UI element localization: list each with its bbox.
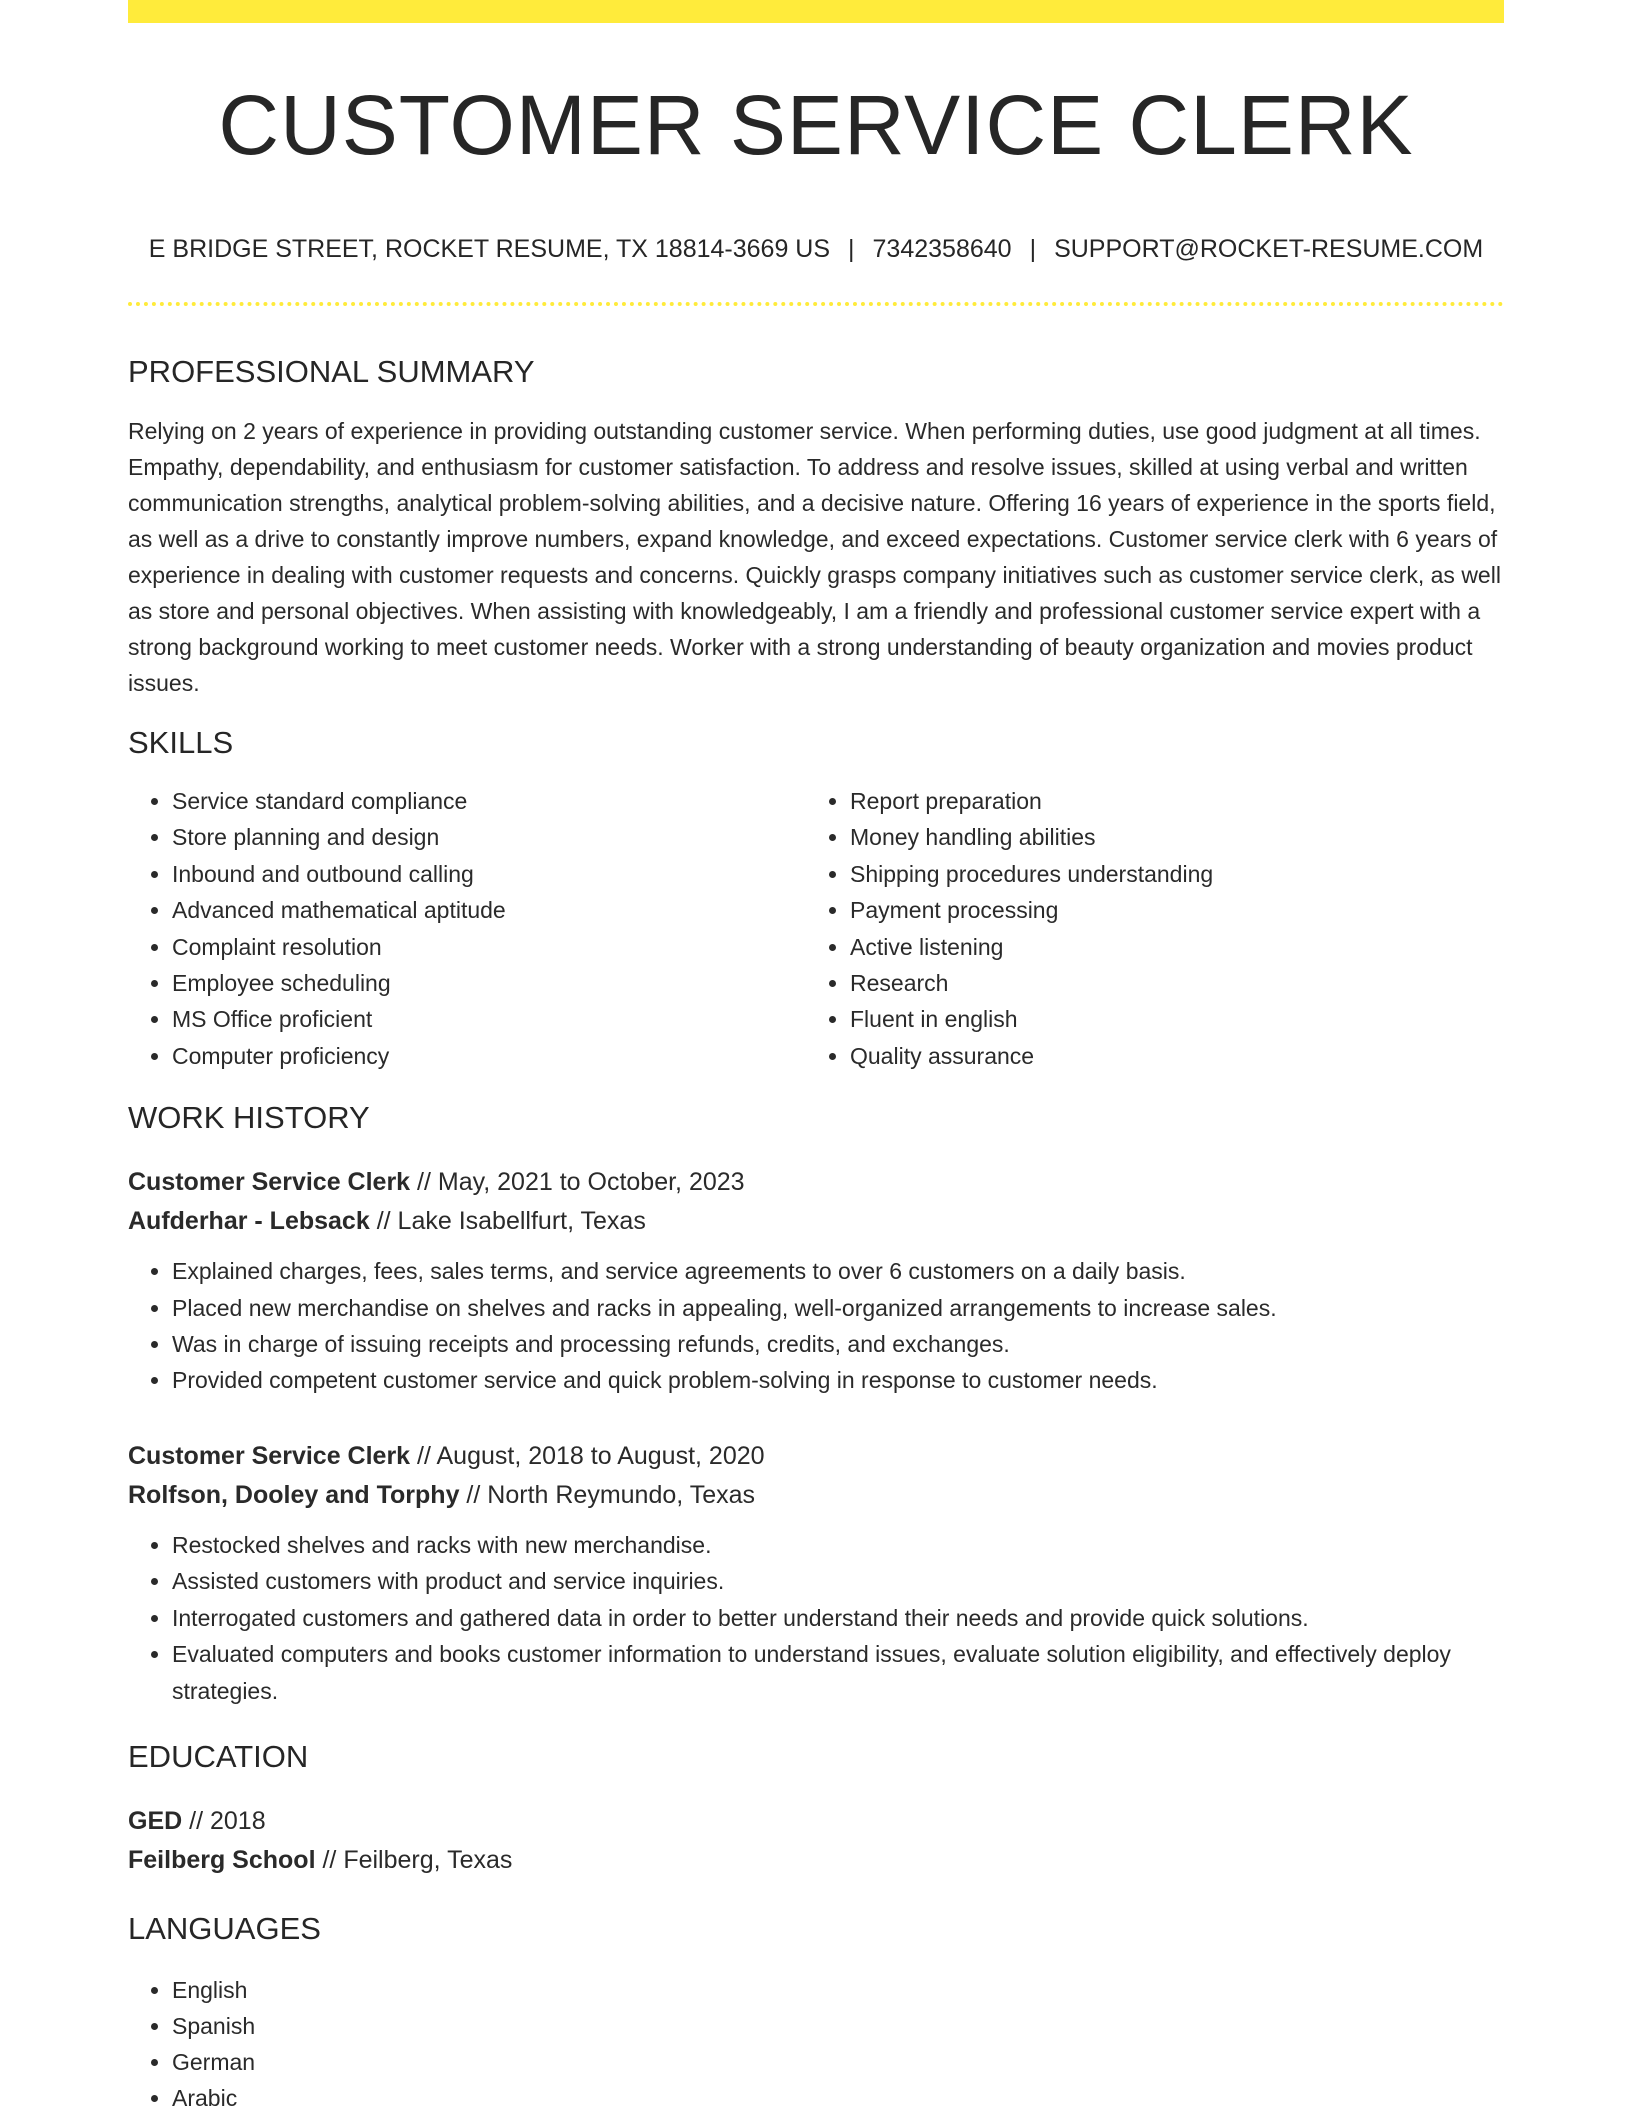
job-location: Lake Isabellfurt, Texas <box>397 1207 646 1236</box>
separator: // <box>369 1207 398 1236</box>
skills-left-list <box>128 783 806 1074</box>
skill-item: • Money handling abilities <box>850 819 1484 855</box>
separator: // <box>182 1806 210 1835</box>
resume-page <box>128 0 1504 2116</box>
language-item: • Spanish <box>172 2008 1504 2044</box>
work-history-heading: WORK HISTORY <box>128 1100 370 1136</box>
job-bullet: • Restocked shelves and racks with new merchandise. <box>172 1527 1504 1563</box>
skill-item: • Research <box>850 965 1484 1001</box>
job-company-line <box>128 1202 1504 1241</box>
skills-right-list <box>806 783 1484 1074</box>
job-bullets <box>128 1527 1504 1709</box>
language-item: • English <box>172 1972 1504 2008</box>
job-role: Customer Service Clerk <box>128 1168 411 1197</box>
skill-item: • Payment processing <box>850 892 1484 928</box>
skill-item: • Store planning and design <box>172 819 806 855</box>
job-bullet: • Assisted customers with product and service inquiries. <box>172 1563 1504 1599</box>
skills-heading: SKILLS <box>128 725 234 760</box>
summary-text: Relying on 2 years of experience in providing outstanding customer service. When performing duties, use good judgment at all times. Empathy, dependability, and enthusiasm for customer satisfaction. To address and resolve issues, skilled at using verbal and written communication strengths, analytical problem-solving abilities, and a decisive nature. Offering 16 years of experience in the sports field, as well as a drive to constantly improve numbers, expand knowledge, and exceed expectations. Customer service clerk with 6 years of experience in dealing with customer requests and concerns. Quickly grasps company initiatives such as customer service clerk, as well as store and personal objectives. When assisting with knowledgeably, I am a friendly and professional customer service expert with a strong background working to meet customer needs. Worker with a strong understanding of beauty organization and movies product issues. <box>128 418 1501 696</box>
address: E BRIDGE STREET, ROCKET RESUME, TX 18814-3669 US <box>148 235 831 263</box>
skill-item: • Quality assurance <box>850 1038 1484 1074</box>
job-dates: May, 2021 to October, 2023 <box>437 1168 745 1197</box>
job-title-line <box>128 1163 1504 1202</box>
job-entry <box>128 1163 1504 1399</box>
separator: // <box>315 1845 344 1874</box>
phone: 7342358640 <box>872 235 1012 263</box>
job-company: Aufderhar - Lebsack <box>128 1207 370 1236</box>
dotted-divider <box>128 302 1504 306</box>
degree-line <box>128 1802 1504 1841</box>
language-item: • Arabic <box>172 2080 1504 2116</box>
separator: | <box>848 235 855 263</box>
language-item: • German <box>172 2044 1504 2080</box>
skill-item: • Service standard compliance <box>172 783 806 819</box>
job-bullets <box>128 1253 1504 1399</box>
skill-item: • Employee scheduling <box>172 965 806 1001</box>
separator: // <box>459 1480 488 1509</box>
skill-item: • Computer proficiency <box>172 1038 806 1074</box>
skill-item: • Active listening <box>850 929 1484 965</box>
languages-heading: LANGUAGES <box>128 1910 321 1946</box>
separator: // <box>410 1441 437 1470</box>
job-company: Rolfson, Dooley and Torphy <box>128 1480 460 1509</box>
school-location: Feilberg, Texas <box>343 1845 513 1874</box>
job-bullet: • Evaluated computers and books customer information to understand issues, evaluate solution eligibility, and effectively deploy strategies. <box>172 1636 1504 1709</box>
skill-item: • Shipping procedures understanding <box>850 856 1484 892</box>
job-bullet: • Interrogated customers and gathered data in order to better understand their needs and provide quick solutions. <box>172 1600 1504 1636</box>
skill-item: • Complaint resolution <box>172 929 806 965</box>
page-title: CUSTOMER SERVICE CLERK <box>218 78 1414 172</box>
job-dates: August, 2018 to August, 2020 <box>436 1441 765 1470</box>
skill-item: • Advanced mathematical aptitude <box>172 892 806 928</box>
skills-columns <box>128 783 1504 1074</box>
job-bullet: • Placed new merchandise on shelves and racks in appealing, well-organized arrangements to increase sales. <box>172 1290 1504 1326</box>
school-line <box>128 1841 1504 1880</box>
accent-bar <box>128 0 1504 23</box>
skill-item: • MS Office proficient <box>172 1001 806 1037</box>
email: SUPPORT@ROCKET-RESUME.COM <box>1054 235 1484 263</box>
education-heading: EDUCATION <box>128 1738 309 1774</box>
summary-heading: PROFESSIONAL SUMMARY <box>128 354 535 389</box>
skill-item: • Fluent in english <box>850 1001 1484 1037</box>
skill-item: • Report preparation <box>850 783 1484 819</box>
education-entry <box>128 1802 1504 1880</box>
job-bullet: • Was in charge of issuing receipts and processing refunds, credits, and exchanges. <box>172 1326 1504 1362</box>
job-role: Customer Service Clerk <box>128 1441 411 1470</box>
job-location: North Reymundo, Texas <box>487 1480 756 1509</box>
job-entry <box>128 1437 1504 1709</box>
job-title-line <box>128 1437 1504 1476</box>
school-name: Feilberg School <box>128 1845 316 1874</box>
skill-item: • Inbound and outbound calling <box>172 856 806 892</box>
separator: // <box>410 1168 438 1197</box>
degree: GED <box>128 1806 183 1835</box>
contact-line <box>128 237 1504 262</box>
graduation-year: 2018 <box>209 1806 266 1835</box>
job-bullet: • Provided competent customer service and quick problem-solving in response to customer needs. <box>172 1362 1504 1398</box>
languages-list <box>128 1972 1504 2116</box>
job-company-line <box>128 1476 1504 1515</box>
job-bullet: • Explained charges, fees, sales terms, and service agreements to over 6 customers on a daily basis. <box>172 1253 1504 1289</box>
separator: | <box>1029 235 1037 263</box>
